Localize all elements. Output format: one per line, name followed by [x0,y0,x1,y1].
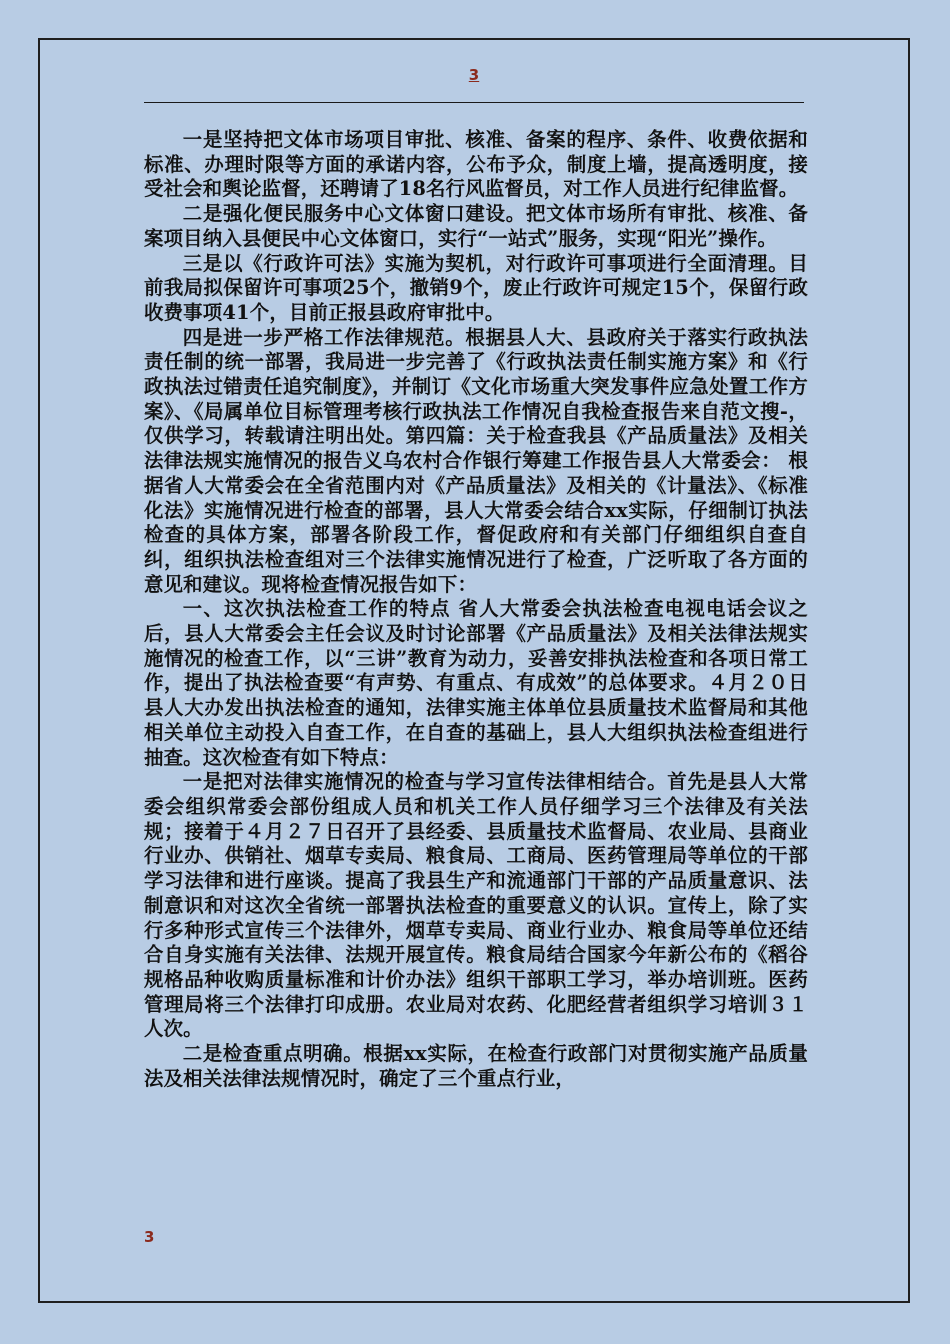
footer-page-number: 3 [144,1228,155,1246]
paragraph-5: 一、这次执法检查工作的特点 省人大常委会执法检查电视电话会议之后，县人大常委会主任会议及时讨论部署《产品质量法》及相关法律法规实施情况的检查工作，以“三讲”教育为动力，妥善安排执法检查和各项日常工作，提出了执法检查要“有声势、有重点、有成效”的总体要求。４月２０日县人大办发出执法检查的通知，法律实施主体单位县质量技术监督局和其他相关单位主动投入自查工作，在自查的基础上，县人大组织执法检查组进行抽查。这次检查有如下特点： [144,597,808,769]
header-page-number-text: 3 [468,66,480,84]
paragraph-4: 四是进一步严格工作法律规范。根据县人大、县政府关于落实行政执法责任制的统一部署，我局进一步完善了《行政执法责任制实施方案》和《行政执法过错责任追究制度》，并制订《文化市场重大突发事件应急处置工作方案》、《局属单位目标管理考核行政执法工作情况自我检查报告来自范文搜-，仅供学习，转载请注明出处。第四篇：关于检查我县《产品质量法》及相关法律法规实施情况的报告义乌农村合作银行筹建工作报告县人大常委会： 根据省人大常委会在全省范围内对《产品质量法》及相关的《计量法》、《标准化法》实施情况进行检查的部署，县人大常委会结合xx实际，仔细制订执法检查的具体方案，部署各阶段工作，督促政府和有关部门仔细组织自查自纠，组织执法检查组对三个法律实施情况进行了检查，广泛听取了各方面的意见和建议。现将检查情况报告如下： [144,325,808,596]
header-divider [144,102,804,103]
header-page-number [40,66,908,84]
document-body [144,128,808,1091]
document-page [38,38,910,1303]
paragraph-6: 一是把对法律实施情况的检查与学习宣传法律相结合。首先是县人大常委会组织常委会部份组成人员和机关工作人员仔细学习三个法律及有关法规；接着于４月２７日召开了县经委、县质量技术监督局、农业局、县商业行业办、供销社、烟草专卖局、粮食局、工商局、医药管理局等单位的干部学习法律和进行座谈。提高了我县生产和流通部门干部的产品质量意识、法制意识和对这次全省统一部署执法检查的重要意义的认识。宣传上，除了实行多种形式宣传三个法律外，烟草专卖局、商业行业办、粮食局等单位还结合自身实施有关法律、法规开展宣传。粮食局结合国家今年新公布的《稻谷规格品种收购质量标准和计价办法》组织干部职工学习，举办培训班。医药管理局将三个法律打印成册。农业局对农药、化肥经营者组织学习培训３１人次。 [144,770,808,1041]
paragraph-7: 二是检查重点明确。根据xx实际，在检查行政部门对贯彻实施产品质量法及相关法律法规情况时，确定了三个重点行业， [144,1042,808,1090]
paragraph-2: 二是强化便民服务中心文体窗口建设。把文体市场所有审批、核准、备案项目纳入县便民中心文体窗口，实行“一站式”服务，实现“阳光”操作。 [144,202,808,250]
paragraph-3: 三是以《行政许可法》实施为契机，对行政许可事项进行全面清理。目前我局拟保留许可事项25个，撤销9个，废止行政许可规定15个，保留行政收费事项41个，目前正报县政府审批中。 [144,251,808,324]
paragraph-1: 一是坚持把文体市场项目审批、核准、备案的程序、条件、收费依据和标准、办理时限等方面的承诺内容，公布予众，制度上墙，提高透明度，接受社会和舆论监督，还聘请了18名行风监督员，对工作人员进行纪律监督。 [144,128,808,201]
